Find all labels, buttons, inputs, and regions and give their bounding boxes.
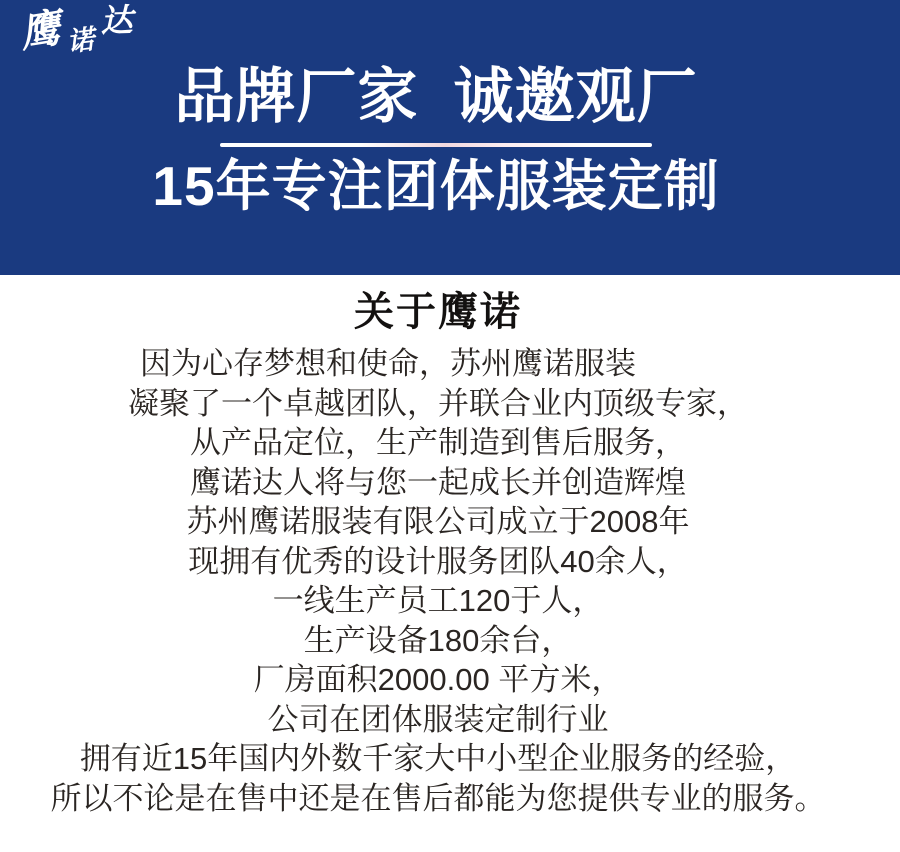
about-line: 苏州鹰诺服装有限公司成立于2008年 xyxy=(186,504,690,539)
about-section xyxy=(0,290,900,818)
brand-logo-char-nuo: 诺 xyxy=(65,24,97,58)
about-line: 凝聚了一个卓越团队，并联合业内顶级专家， xyxy=(128,385,748,421)
about-line: 拥有近15年国内外数千家大中小型企业服务的经验， xyxy=(79,741,797,776)
banner-content xyxy=(0,0,900,215)
about-line: 生产设备180余台， xyxy=(303,622,573,658)
about-line: 因为心存梦想和使命，苏州鹰诺服装 xyxy=(140,346,636,381)
about-line: 一线生产员工120于人， xyxy=(272,583,604,618)
about-body xyxy=(0,344,876,818)
about-heading: 关于鹰诺 xyxy=(354,290,522,334)
about-line: 厂房面积2000.00 平方米， xyxy=(253,662,623,697)
banner-divider xyxy=(220,143,652,147)
about-line: 所以不论是在售中还是在售后都能为您提供专业的服务。 xyxy=(50,780,826,816)
about-line: 公司在团体服装定制行业 xyxy=(267,701,609,737)
about-line: 从产品定位，生产制造到售后服务， xyxy=(190,425,686,460)
banner xyxy=(0,0,900,275)
brand-logo-char-ying: 鹰 xyxy=(16,6,64,57)
banner-title: 品牌厂家 诚邀观厂 xyxy=(174,63,698,130)
brand-logo-char-da: 达 xyxy=(99,1,134,40)
about-line: 鹰诺达人将与您一起成长并创造辉煌 xyxy=(190,464,686,500)
about-line: 现拥有优秀的设计服务团队40余人， xyxy=(188,543,688,579)
banner-subtitle: 15年专注团体服装定制 xyxy=(152,155,720,217)
